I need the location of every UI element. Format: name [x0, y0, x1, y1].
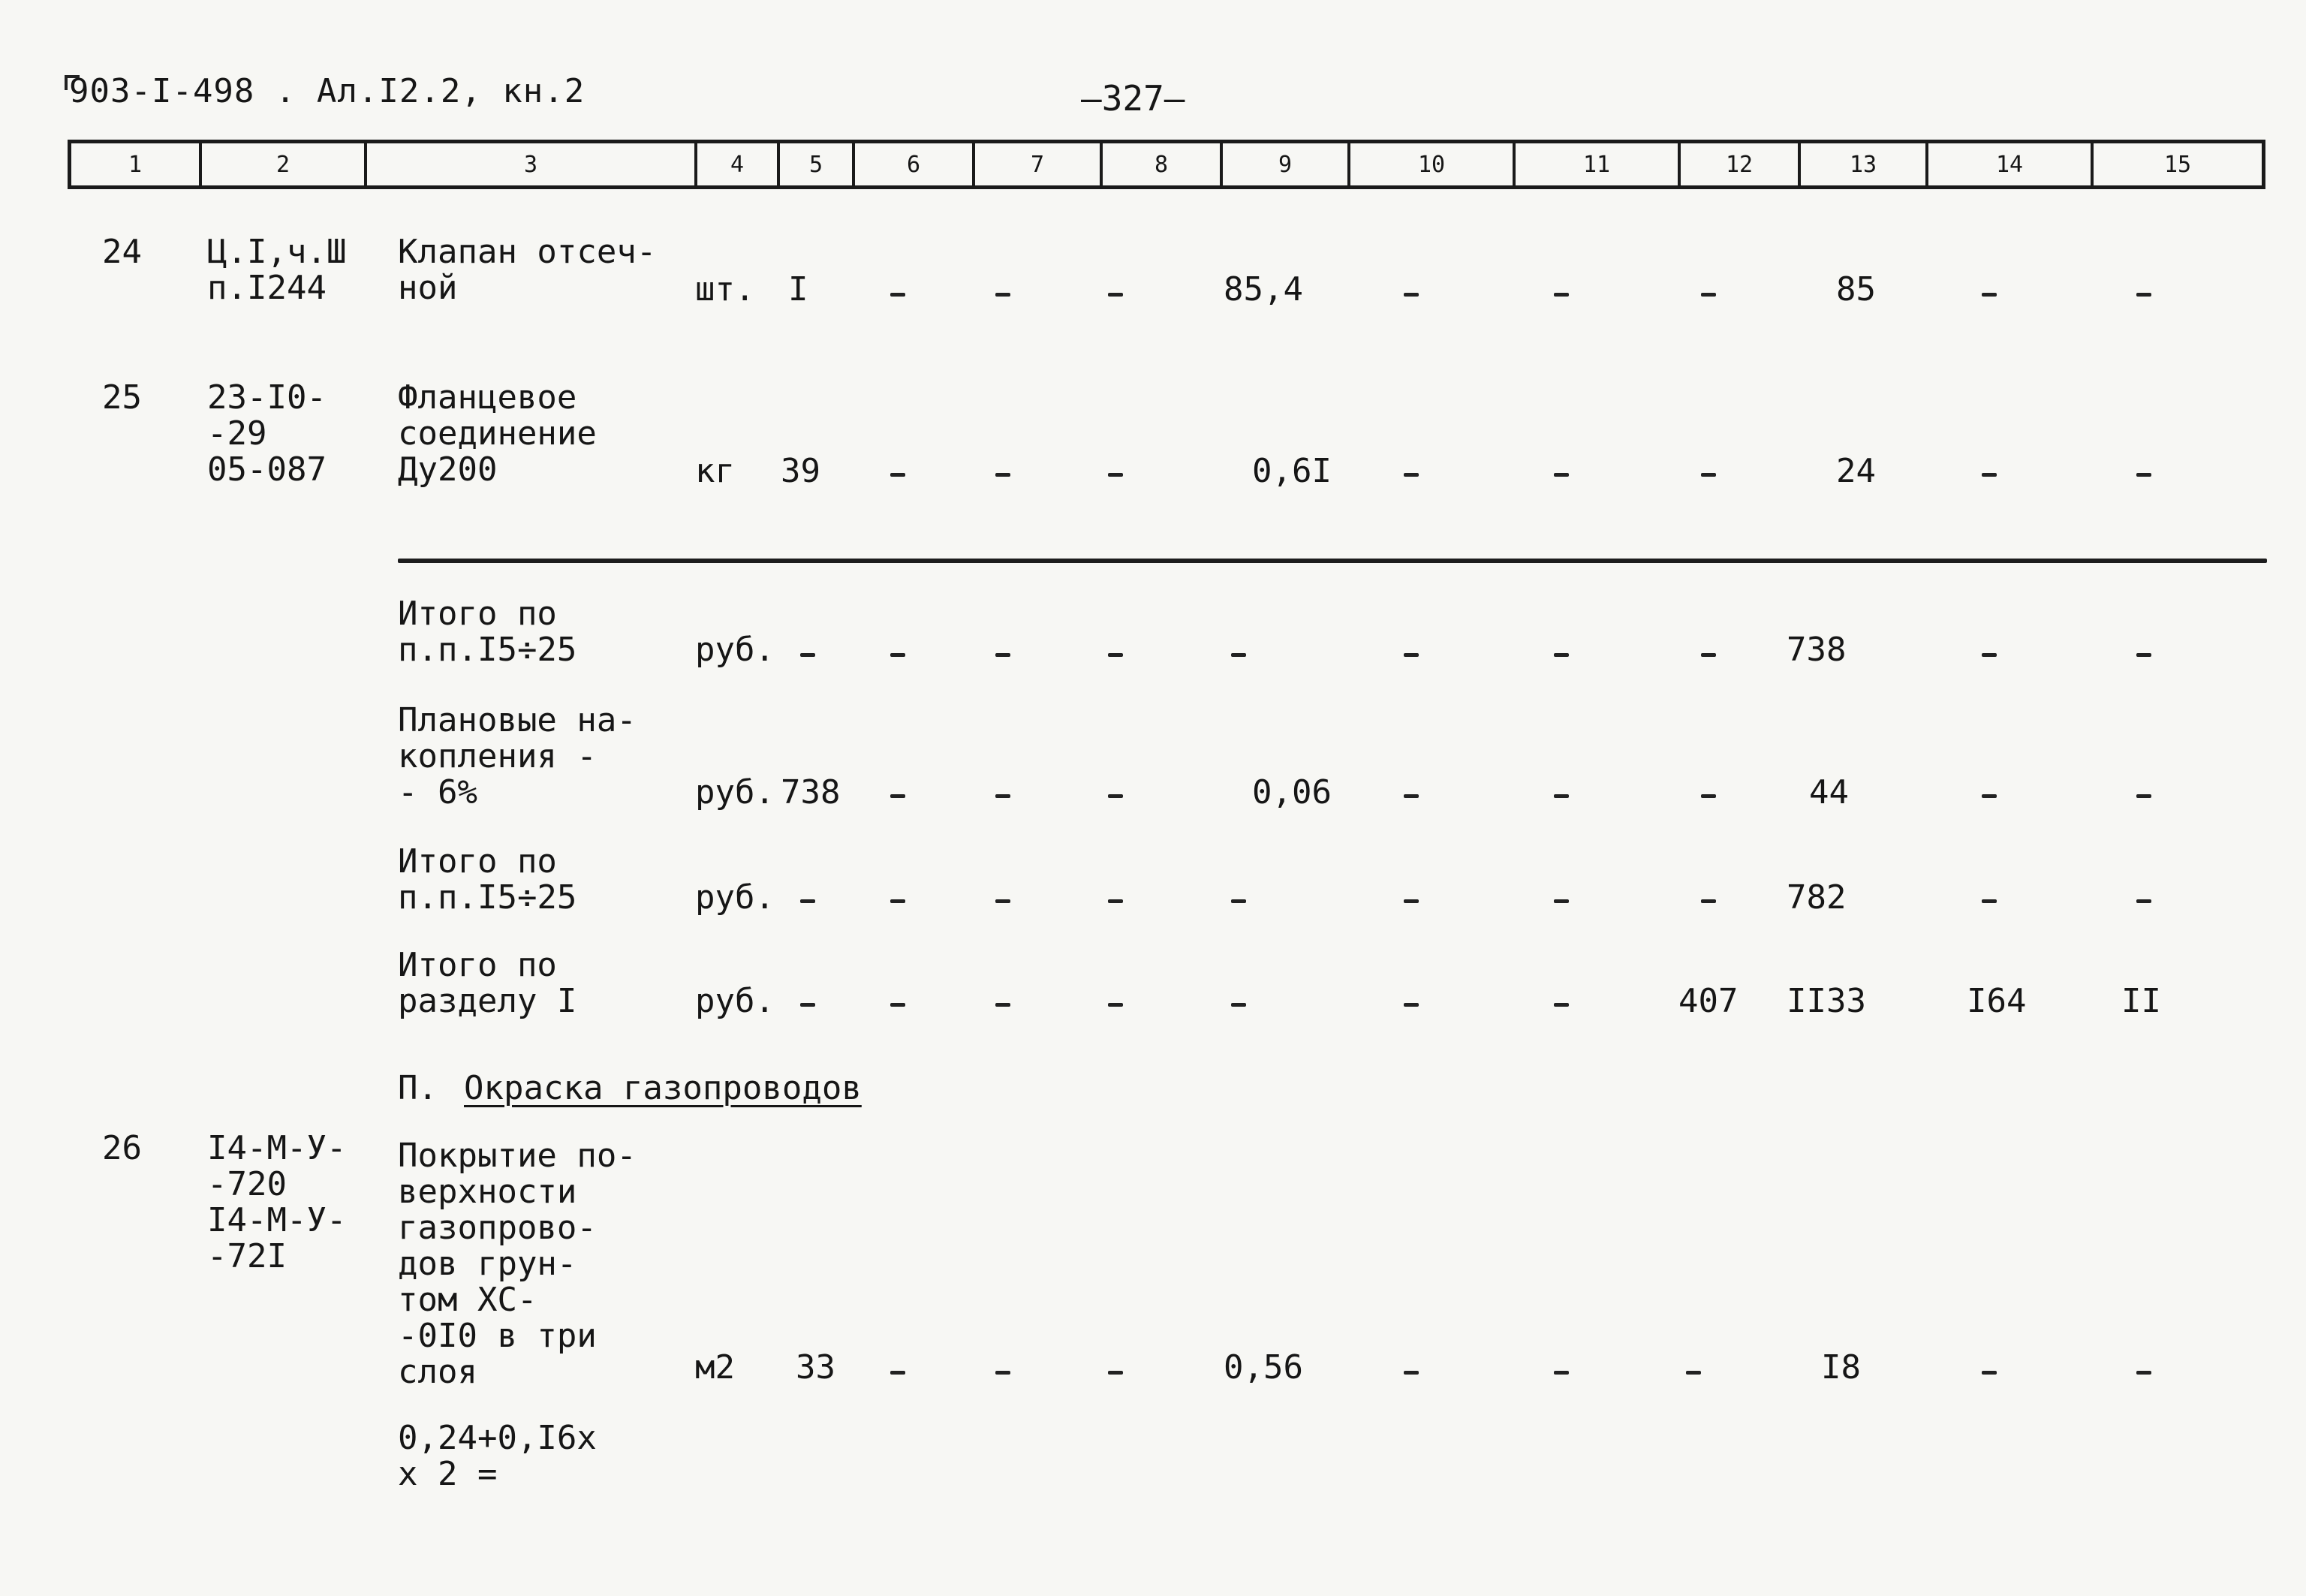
dash-col9: [1231, 653, 1246, 657]
dash-col12: [1701, 653, 1716, 657]
unit: руб.: [695, 878, 775, 917]
subtotal-label: Итого по п.п.I5÷25: [398, 595, 577, 669]
dash-col12: [1701, 293, 1716, 297]
column-header-11: 11: [1513, 143, 1678, 185]
column-header-15: 15: [2091, 143, 2262, 185]
item-name: Клапан отсеч- ной: [398, 233, 657, 307]
unit: руб.: [695, 773, 775, 812]
subtotal-label: Итого по п.п.I5÷25: [398, 842, 577, 917]
dash-col8: [1108, 1371, 1123, 1375]
dash-col8: [1108, 653, 1123, 657]
dash-col8: [1108, 899, 1123, 903]
dash-col11: [1554, 473, 1569, 477]
dash-col12: [1701, 899, 1716, 903]
dash-col10: [1404, 473, 1419, 477]
dash-col6: [890, 473, 905, 477]
column-header-12: 12: [1678, 143, 1798, 185]
unit-cost: 0,6I: [1252, 452, 1332, 490]
quantity: 738: [781, 773, 841, 812]
total-cost: 782: [1787, 878, 1847, 917]
dash-col14: [1982, 293, 1997, 297]
dash-col6: [890, 653, 905, 657]
column-header-3: 3: [364, 143, 694, 185]
quantity: I: [788, 270, 808, 309]
dash-col10: [1404, 293, 1419, 297]
column-header-4: 4: [694, 143, 777, 185]
quantity: 39: [781, 452, 820, 490]
dash-col15: [2136, 293, 2151, 297]
dash-col7: [995, 473, 1010, 477]
section-divider-rule: [398, 559, 2267, 563]
dash-col14: [1982, 899, 1997, 903]
column-header-2: 2: [199, 143, 364, 185]
column-number-header: [68, 140, 2265, 189]
dash-col10: [1404, 794, 1419, 798]
norm-code: I4-М-У- -720 I4-М-У- -72I: [207, 1129, 347, 1275]
col14-value: I64: [1967, 982, 2027, 1020]
subtotal-label: Плановые на- копления - - 6%: [398, 701, 637, 812]
dash-col7: [995, 899, 1010, 903]
unit: шт.: [695, 270, 755, 309]
dash-col10: [1404, 1003, 1419, 1007]
dash-col11: [1554, 1371, 1569, 1375]
dash-col7: [995, 1371, 1010, 1375]
total-cost: II33: [1787, 982, 1866, 1020]
dash-col11: [1554, 653, 1569, 657]
dash-col14: [1982, 794, 1997, 798]
dash-col7: [995, 794, 1010, 798]
unit: руб.: [695, 631, 775, 669]
dash-col7: [995, 653, 1010, 657]
dash-col8: [1108, 293, 1123, 297]
dash-col7: [995, 293, 1010, 297]
dash-col9: [1231, 1003, 1246, 1007]
dash-col6: [890, 1371, 905, 1375]
dash-col5: [800, 653, 815, 657]
column-header-1: 1: [128, 151, 143, 178]
norm-code: 23-I0- -29 05-087: [207, 378, 327, 489]
total-cost: 44: [1809, 773, 1849, 812]
column-header-9: 9: [1220, 143, 1347, 185]
item-name: Фланцевое соединение Ду200: [398, 378, 597, 489]
dash-col14: [1982, 473, 1997, 477]
total-cost: 738: [1787, 631, 1847, 669]
row-number: 25: [102, 378, 142, 417]
dash-col6: [890, 899, 905, 903]
dash-col5: [800, 899, 815, 903]
dash-col6: [890, 293, 905, 297]
col15-value: II: [2121, 982, 2161, 1020]
dash-col9: [1231, 899, 1246, 903]
dash-col15: [2136, 1371, 2151, 1375]
dash-col6: [890, 794, 905, 798]
dash-col14: [1982, 653, 1997, 657]
section-title: Окраска газопроводов: [464, 1069, 862, 1107]
row-number: 26: [102, 1129, 142, 1167]
page-number: —327—: [1081, 78, 1185, 119]
dash-col11: [1554, 1003, 1569, 1007]
dash-col15: [2136, 653, 2151, 657]
norm-code: Ц.I,ч.Ш п.I244: [207, 233, 347, 307]
column-header-8: 8: [1100, 143, 1220, 185]
dash-col10: [1404, 1371, 1419, 1375]
total-cost: 24: [1836, 452, 1876, 490]
dash-col15: [2136, 794, 2151, 798]
dash-col14: [1982, 1371, 1997, 1375]
item-name: Покрытие по- верхности газопрово- дов грун- том ХС- -0I0 в три слоя: [398, 1137, 637, 1391]
dash-col6: [890, 1003, 905, 1007]
dash-col10: [1404, 653, 1419, 657]
dash-col11: [1554, 293, 1569, 297]
subtotal-label: Итого по разделу I: [398, 946, 577, 1020]
unit-cost: 0,06: [1252, 773, 1332, 812]
quantity: 33: [796, 1348, 835, 1387]
col12-value: 407: [1678, 982, 1739, 1020]
total-cost: I8: [1821, 1348, 1861, 1387]
unit: м2: [695, 1348, 735, 1387]
dash-col8: [1108, 473, 1123, 477]
unit: кг: [695, 452, 735, 490]
row-number: 24: [102, 233, 142, 271]
calculation-formula: 0,24+0,I6х х 2 =: [398, 1419, 597, 1493]
dash-col15: [2136, 899, 2151, 903]
dash-col11: [1554, 794, 1569, 798]
total-cost: 85: [1836, 270, 1876, 309]
column-header-13: 13: [1798, 143, 1925, 185]
unit: руб.: [695, 982, 775, 1020]
dash-col8: [1108, 1003, 1123, 1007]
column-header-7: 7: [972, 143, 1100, 185]
column-header-10: 10: [1347, 143, 1513, 185]
column-header-5: 5: [777, 143, 852, 185]
dash-col10: [1404, 899, 1419, 903]
section-number: П.: [398, 1069, 438, 1107]
document-reference: 903-I-498 . Ал.I2.2, кн.2: [69, 72, 586, 110]
dash-col11: [1554, 899, 1569, 903]
dash-col15: [2136, 473, 2151, 477]
dash-col12: [1701, 473, 1716, 477]
dash-col7: [995, 1003, 1010, 1007]
dash-col5: [800, 1003, 815, 1007]
dash-col12: [1701, 794, 1716, 798]
unit-cost: 85,4: [1224, 270, 1303, 309]
column-header-6: 6: [852, 143, 972, 185]
dash-col8: [1108, 794, 1123, 798]
dash-col12: [1686, 1371, 1701, 1375]
unit-cost: 0,56: [1224, 1348, 1303, 1387]
column-header-14: 14: [1925, 143, 2091, 185]
